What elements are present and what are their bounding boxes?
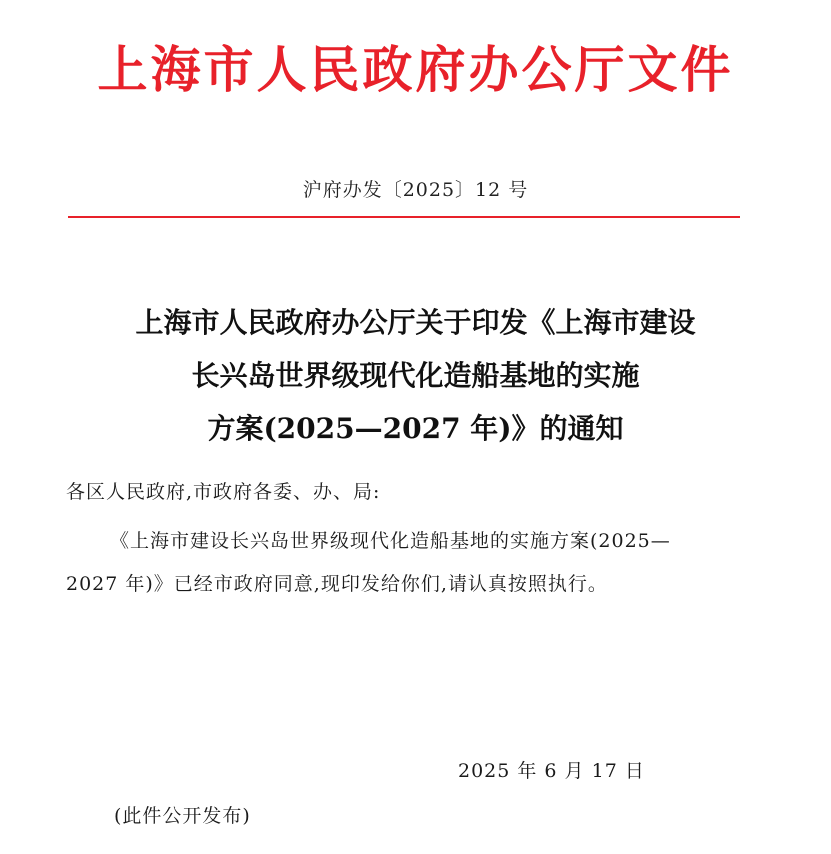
body-line-2: 2027 年)》已经市政府同意,现印发给你们,请认真按照执行。: [66, 573, 608, 595]
document-title: [60, 296, 771, 455]
title-line-3: 方案(2025—2027 年)》的通知: [207, 412, 624, 445]
recipient-line: 各区人民政府,市政府各委、办、局:: [66, 481, 381, 503]
body-paragraph: [66, 520, 746, 606]
document-number: 沪府办发〔2025〕12 号: [302, 179, 529, 201]
publication-note: (此件公开发布): [114, 805, 251, 827]
title-line-2: 长兴岛世界级现代化造船基地的实施: [191, 359, 640, 392]
issuer-header: 上海市人民政府办公厅文件: [97, 40, 734, 99]
issue-date: 2025 年 6 月 17 日: [458, 760, 645, 782]
red-divider: [68, 216, 740, 218]
body-line-1: 《上海市建设长兴岛世界级现代化造船基地的实施方案(2025—: [110, 530, 671, 552]
title-line-1: 上海市人民政府办公厅关于印发《上海市建设: [135, 306, 696, 339]
